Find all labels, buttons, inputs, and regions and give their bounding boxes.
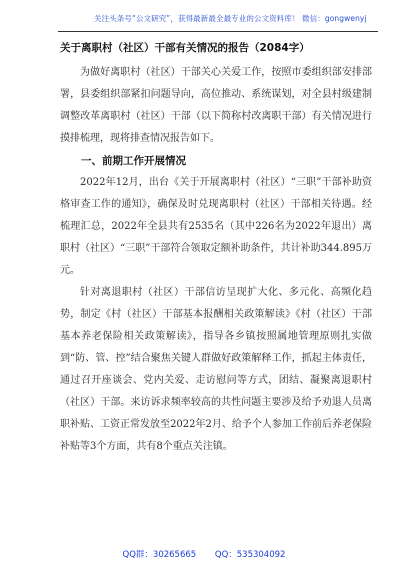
footer-qq-group: QQ群：30265665 xyxy=(122,550,197,560)
paragraph-1: 2022年12月，出台《关于开展离职村（社区）“三职”干部补助资格审查工作的通知》，确保及时兑现离职村（社区）干部相关待遇。经梳理汇总，2022年全县共有2535名（其中226名为2022年退出）离职村（社区）“三职”干部符合领取定额补助条件，共计补助344.895万元。 xyxy=(60,177,372,276)
paragraph-2: 针对离退职村（社区）干部信访呈现扩大化、多元化、高频化趋势，制定《村（社区）干部基本报酬相关政策解读》《村（社区）干部基本养老保险相关政策解读》，指导各乡镇按照属地管理原则扎实做到“防、管、控”结合聚焦关键人群做好政策解释工作，抓起主体责任，通过召开座谈会、党内关爱、走访慰问等方式，团结、凝聚离退职村（社区）干部。来访诉求频率较高的共性问题主要涉及给予劝退人员离职补贴、工资正常发放至2022年2月、给予个人参加工作前后养老保险补贴等3个方面，共有8个重点关注镇。 xyxy=(60,287,372,452)
footer-qq: QQ：535304092 xyxy=(214,550,286,560)
document-body xyxy=(60,40,372,458)
header-divider xyxy=(58,31,378,32)
intro-paragraph: 为做好离职村（社区）干部关心关爱工作，按照市委组织部安排部署，县委组织部紧扣问题导向，高位推动、系统谋划，对全县村级建制调整改革离职村（社区）干部（以下简称村改离职干部）有关情况进行摸排梳理，现将排查情况报告如下。 xyxy=(60,67,372,144)
document-title: 关于离职村（社区）干部有关情况的报告（2084字） xyxy=(60,42,310,54)
section-heading: 一、前期工作开展情况 xyxy=(81,155,186,167)
header-note: 关注头条号“公文研究”，获得最新最全最专业的公文资料库！ 微信：gongwenyj xyxy=(94,14,367,23)
footer-contact xyxy=(0,548,408,560)
